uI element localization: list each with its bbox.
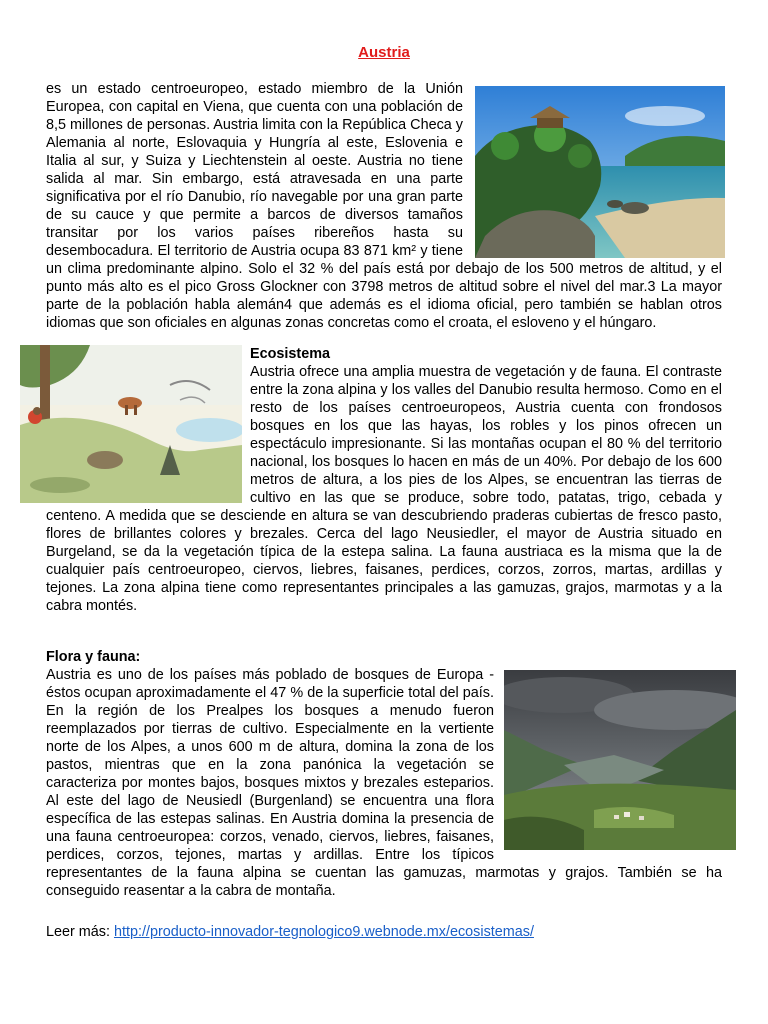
beach-photo (475, 86, 725, 258)
alpine-valley-photo (504, 670, 736, 850)
read-more-label: Leer más: (46, 924, 114, 940)
wildlife-illustration (20, 345, 242, 503)
ecosistema-text: Austria ofrece una amplia muestra de vegetación y de fauna. El contraste entre la zona alpina y los valles del Danubio resulta hermoso. Como en el resto de los países centroeuropeos, Austria cuenta con frondosos bosques en los que las hayas, los robles y los pinos ofrecen un espectáculo impresionante. Si las montañas ocupan el 80 % del territorio nacional, los bosques lo hacen en más de un 40%. Por debajo de los 600 metros de altura, a los pies de los Alpes, se encuentran las tierras de cultivo en las que se produce, sobre todo, patatas, trigo, cebada y centeno. A medida que se desciende en altura se van descubriendo praderas cubiertas de fresco pasto, flores de brillantes colores y brezales. Cerca del lago Neusiedler, el mayor de Austria situado en Burgeland, se da la vegetación típica de la estepa salina. La fauna austriaca es la misma que la de cualquier país centroeuropeo, ciervos, liebres, faisanes, perdices, corzos, zorros, martas, ardillas y tejones. La zona alpina tiene como representantes principales a las gamuzas, grajos, marmotas y a la cabra montés. (46, 364, 722, 614)
ecosistema-heading: Ecosistema (250, 346, 330, 362)
intro-section (46, 80, 722, 332)
ecosistema-section (46, 345, 722, 615)
read-more (46, 924, 534, 940)
read-more-link[interactable]: http://producto-innovador-tegnologico9.webnode.mx/ecosistemas/ (113, 924, 534, 940)
flora-heading: Flora y fauna: (46, 649, 141, 665)
intro-text: es un estado centroeuropeo, estado miembro de la Unión Europea, con capital en Viena, que cuenta con una población de 8,5 millones de personas. Austria limita con la República Checa y Alemania al norte, Eslovaquia y Hungría al este, Eslovenia e Italia al sur, y Suiza y Liechtenstein al oeste. Austria no tiene salida al mar. Sin embargo, está atravesada en una parte significativa por el río Danubio, río navegable por una gran parte de su cauce y que permite a barcos de diversos tamaños transitar por los varios países ribereños hasta su desembocadura. El territorio de Austria ocupa 83 871 km² y tiene un clima predominante alpino. Solo el 32 % del país está por debajo de los 500 metros de altitud, y el punto más alto es el pico Gross Glockner con 3798 metros de altitud sobre el nivel del mar.3 La mayor parte de la población habla alemán4 que además es el idioma oficial, pero también se hablan otros idiomas que son oficiales en algunas zonas concretas como el croata, el esloveno y el húngaro. (46, 81, 722, 331)
page-title: Austria (358, 44, 410, 61)
flora-section (46, 648, 722, 900)
flora-text: Austria es uno de los países más poblado de bosques de Europa - éstos ocupan aproximadamente el 47 % de la superficie total del país. En la región de los Prealpes los bosques a menudo fueron reemplazados por tierras de cultivo. Especialmente en la vertiente norte de los Alpes, a unos 600 m de altura, domina la zona de los pastos, mientras que en la zona panónica la vegetación se caracteriza por montes bajos, bosques mixtos y brezales esteparios. Al este del lago de Neusiedl (Burgenland) se encuentra una flora específica de las estepas salinas. En Austria domina la presencia de una fauna centroeuropea: corzos, venado, ciervos, liebres, faisanes, perdices, corzos, tejones, martas y ardillas. Entre los típicos representantes de la fauna alpina se cuentan las gamuzas, marmotas y grajos. También se ha conseguido reasentar a la cabra de montaña. (46, 667, 722, 899)
